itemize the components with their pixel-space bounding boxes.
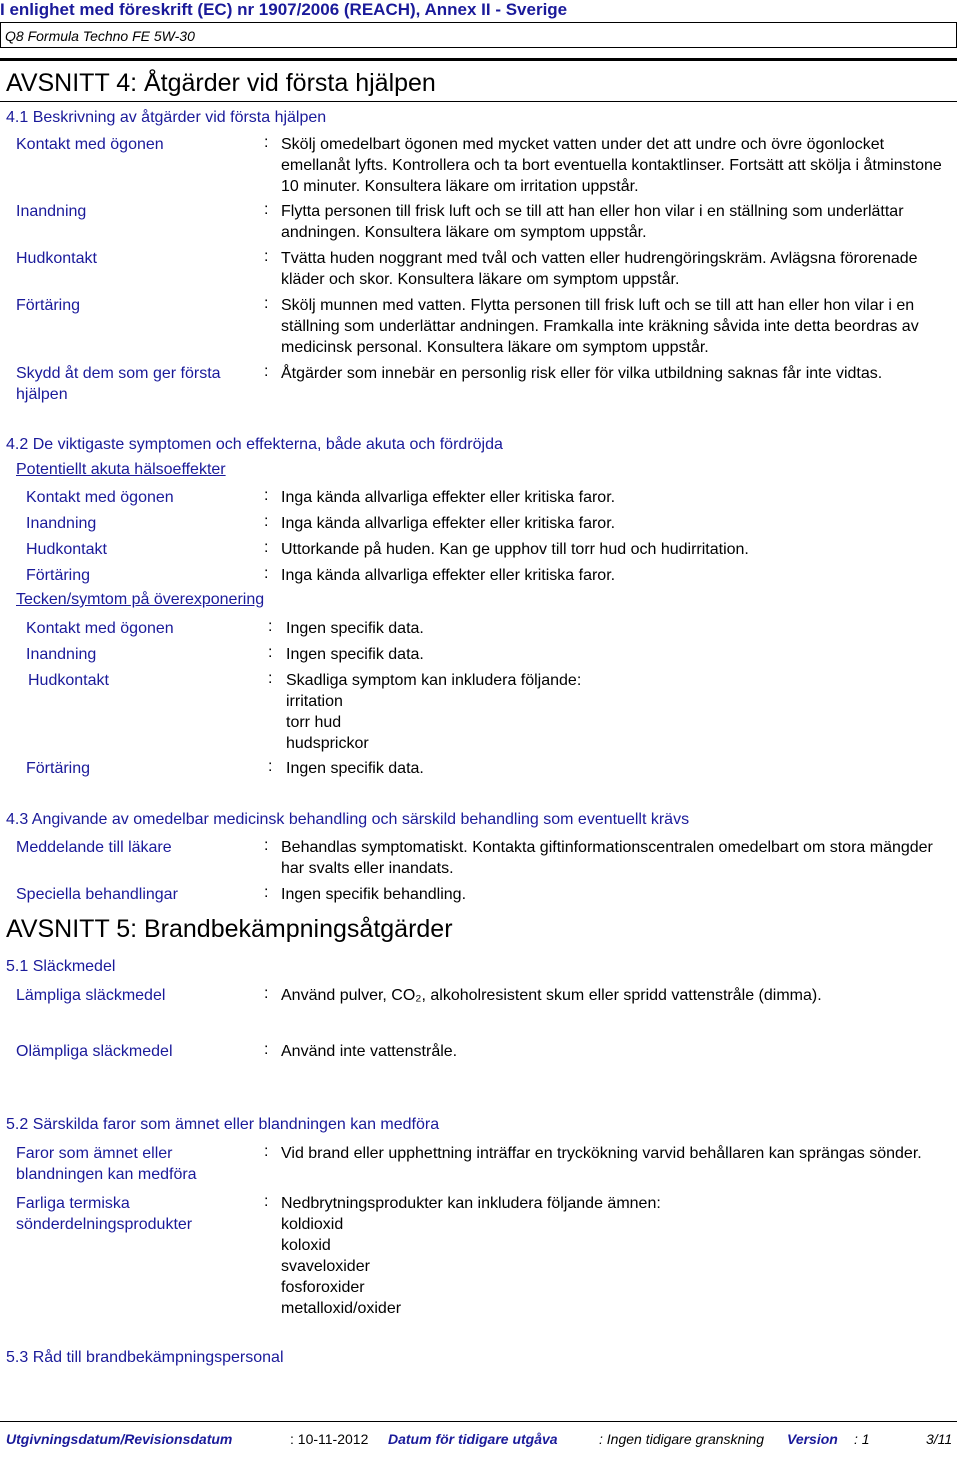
document-header-title: I enlighet med föreskrift (EC) nr 1907/2006 (REACH), Annex II - Sverige (0, 0, 568, 19)
row-text: Uttorkande på huden. Kan ge upphov till torr hud och hudirritation. (281, 541, 749, 558)
row-colon: : (264, 363, 269, 380)
row-colon: : (268, 618, 273, 635)
subsection-5-3-title: 5.3 Råd till brandbekämpningspersonal (6, 1349, 284, 1366)
row-text: Tvätta huden noggrant med tvål och vatten eller hudrengöringskräm. Avlägsna förorenade kläder och skor. Konsultera läkare om symptom uppstår. (281, 250, 918, 288)
row-colon: : (264, 248, 269, 265)
row-text: Skadliga symptom kan inkludera följande: irritation torr hud hudsprickor (286, 672, 582, 752)
row-colon: : (264, 985, 269, 1002)
row-colon: : (264, 487, 269, 504)
footer-issue-label: Utgivningsdatum/Revisionsdatum (6, 1431, 233, 1447)
row-label: Inandning (26, 515, 97, 532)
row-colon: : (264, 884, 269, 901)
row-colon: : (264, 295, 269, 312)
row-label: Kontakt med ögonen (26, 489, 174, 506)
row-label: Kontakt med ögonen (16, 136, 164, 153)
subsection-4-1-title: 4.1 Beskrivning av åtgärder vid första hjälpen (6, 109, 327, 126)
row-text: Vid brand eller upphettning inträffar en tryckökning varvid behållaren kan sprängas sönder. (281, 1145, 922, 1162)
row-colon: : (264, 565, 269, 582)
footer-previous-value: : Ingen tidigare granskning (599, 1431, 764, 1447)
row-text: Inga kända allvarliga effekter eller kritiska faror. (281, 515, 616, 532)
row-text: Behandlas symptomatiskt. Kontakta giftinformationscentralen omedelbart om stora mängder har svalts eller inandats. (281, 839, 933, 877)
row-colon: : (264, 1143, 269, 1160)
footer-divider (0, 1421, 957, 1422)
row-label: Kontakt med ögonen (26, 620, 174, 637)
acute-effects-heading: Potentiellt akuta hälsoeffekter (16, 461, 226, 478)
row-label: Farliga termiska sönderdelningsprodukter (16, 1195, 193, 1233)
footer-version-label: Version (787, 1431, 838, 1447)
row-colon: : (264, 134, 269, 151)
footer-version-value: : 1 (854, 1431, 870, 1447)
row-text: Åtgärder som innebär en personlig risk eller för vilka utbildning saknas får inte vidtas. (281, 365, 883, 382)
row-colon: : (264, 1041, 269, 1058)
product-name-box: Q8 Formula Techno FE 5W-30 (0, 22, 957, 48)
footer-previous-label: Datum för tidigare utgåva (388, 1431, 558, 1447)
row-text: Ingen specifik behandling. (281, 886, 467, 903)
row-label: Inandning (16, 203, 87, 220)
row-text: Inga kända allvarliga effekter eller kritiska faror. (281, 567, 616, 584)
row-colon: : (264, 1193, 269, 1210)
footer-issue-value: : 10-11-2012 (290, 1431, 369, 1447)
row-label: Förtäring (16, 297, 81, 314)
row-text: Använd pulver, CO₂, alkoholresistent skum eller spridd vattenstråle (dimma). (281, 987, 822, 1004)
row-label: Förtäring (26, 567, 91, 584)
subsection-4-3-title: 4.3 Angivande av omedelbar medicinsk behandling och särskild behandling som eventuellt krävs (6, 811, 690, 828)
row-colon: : (264, 201, 269, 218)
row-label: Lämpliga släckmedel (16, 987, 166, 1004)
section-5-title: AVSNITT 5: Brandbekämpningsåtgärder (6, 915, 453, 943)
row-label: Inandning (26, 646, 97, 663)
row-text: Använd inte vattenstråle. (281, 1043, 458, 1060)
row-colon: : (264, 513, 269, 530)
row-label: Skydd åt dem som ger första hjälpen (16, 365, 221, 403)
overexposure-heading: Tecken/symtom på överexponering (16, 591, 265, 608)
row-label: Faror som ämnet eller blandningen kan medföra (16, 1145, 197, 1183)
row-colon: : (268, 758, 273, 775)
row-label: Hudkontakt (26, 541, 107, 558)
row-colon: : (268, 644, 273, 661)
row-label: Speciella behandlingar (16, 886, 178, 903)
row-text: Flytta personen till frisk luft och se till att han eller hon vilar i en ställning som underlättar andningen. Konsultera läkare om symptom uppstår. (281, 203, 904, 241)
row-label: Hudkontakt (28, 672, 109, 689)
row-label: Meddelande till läkare (16, 839, 172, 856)
footer-page-number: 3/11 (926, 1431, 953, 1447)
subsection-5-1-title: 5.1 Släckmedel (6, 958, 116, 975)
row-text: Ingen specifik data. (286, 646, 424, 663)
subsection-4-2-title: 4.2 De viktigaste symptomen och effekterna, både akuta och fördröjda (6, 436, 503, 453)
row-label: Olämpliga släckmedel (16, 1043, 173, 1060)
row-colon: : (268, 670, 273, 687)
row-text: Inga kända allvarliga effekter eller kritiska faror. (281, 489, 616, 506)
row-text: Nedbrytningsprodukter kan inkludera följande ämnen: koldioxid koloxid svaveloxider fosforoxider metalloxid/oxider (281, 1195, 661, 1317)
row-text: Ingen specifik data. (286, 620, 424, 637)
row-colon: : (264, 837, 269, 854)
subsection-5-2-title: 5.2 Särskilda faror som ämnet eller blandningen kan medföra (6, 1116, 440, 1133)
row-colon: : (264, 539, 269, 556)
section-4-title: AVSNITT 4: Åtgärder vid första hjälpen (0, 58, 957, 102)
row-text: Ingen specifik data. (286, 760, 424, 777)
row-text: Skölj omedelbart ögonen med mycket vatten under det att undre och övre ögonlocket emellanåt lyfts. Kontrollera och ta bort eventuella kontaktlinser. Fortsätt att skölja i åtminstone 10 minuter. Konsultera läkare om irritation uppstår. (281, 136, 942, 195)
row-label: Förtäring (26, 760, 91, 777)
row-text: Skölj munnen med vatten. Flytta personen till frisk luft och se till att han eller hon vilar i en ställning som underlättar andningen. Framkalla inte kräkning såvida inte detta beordras av medicinsk personal. Konsultera läkare om symptom uppstår. (281, 297, 919, 356)
row-label: Hudkontakt (16, 250, 97, 267)
